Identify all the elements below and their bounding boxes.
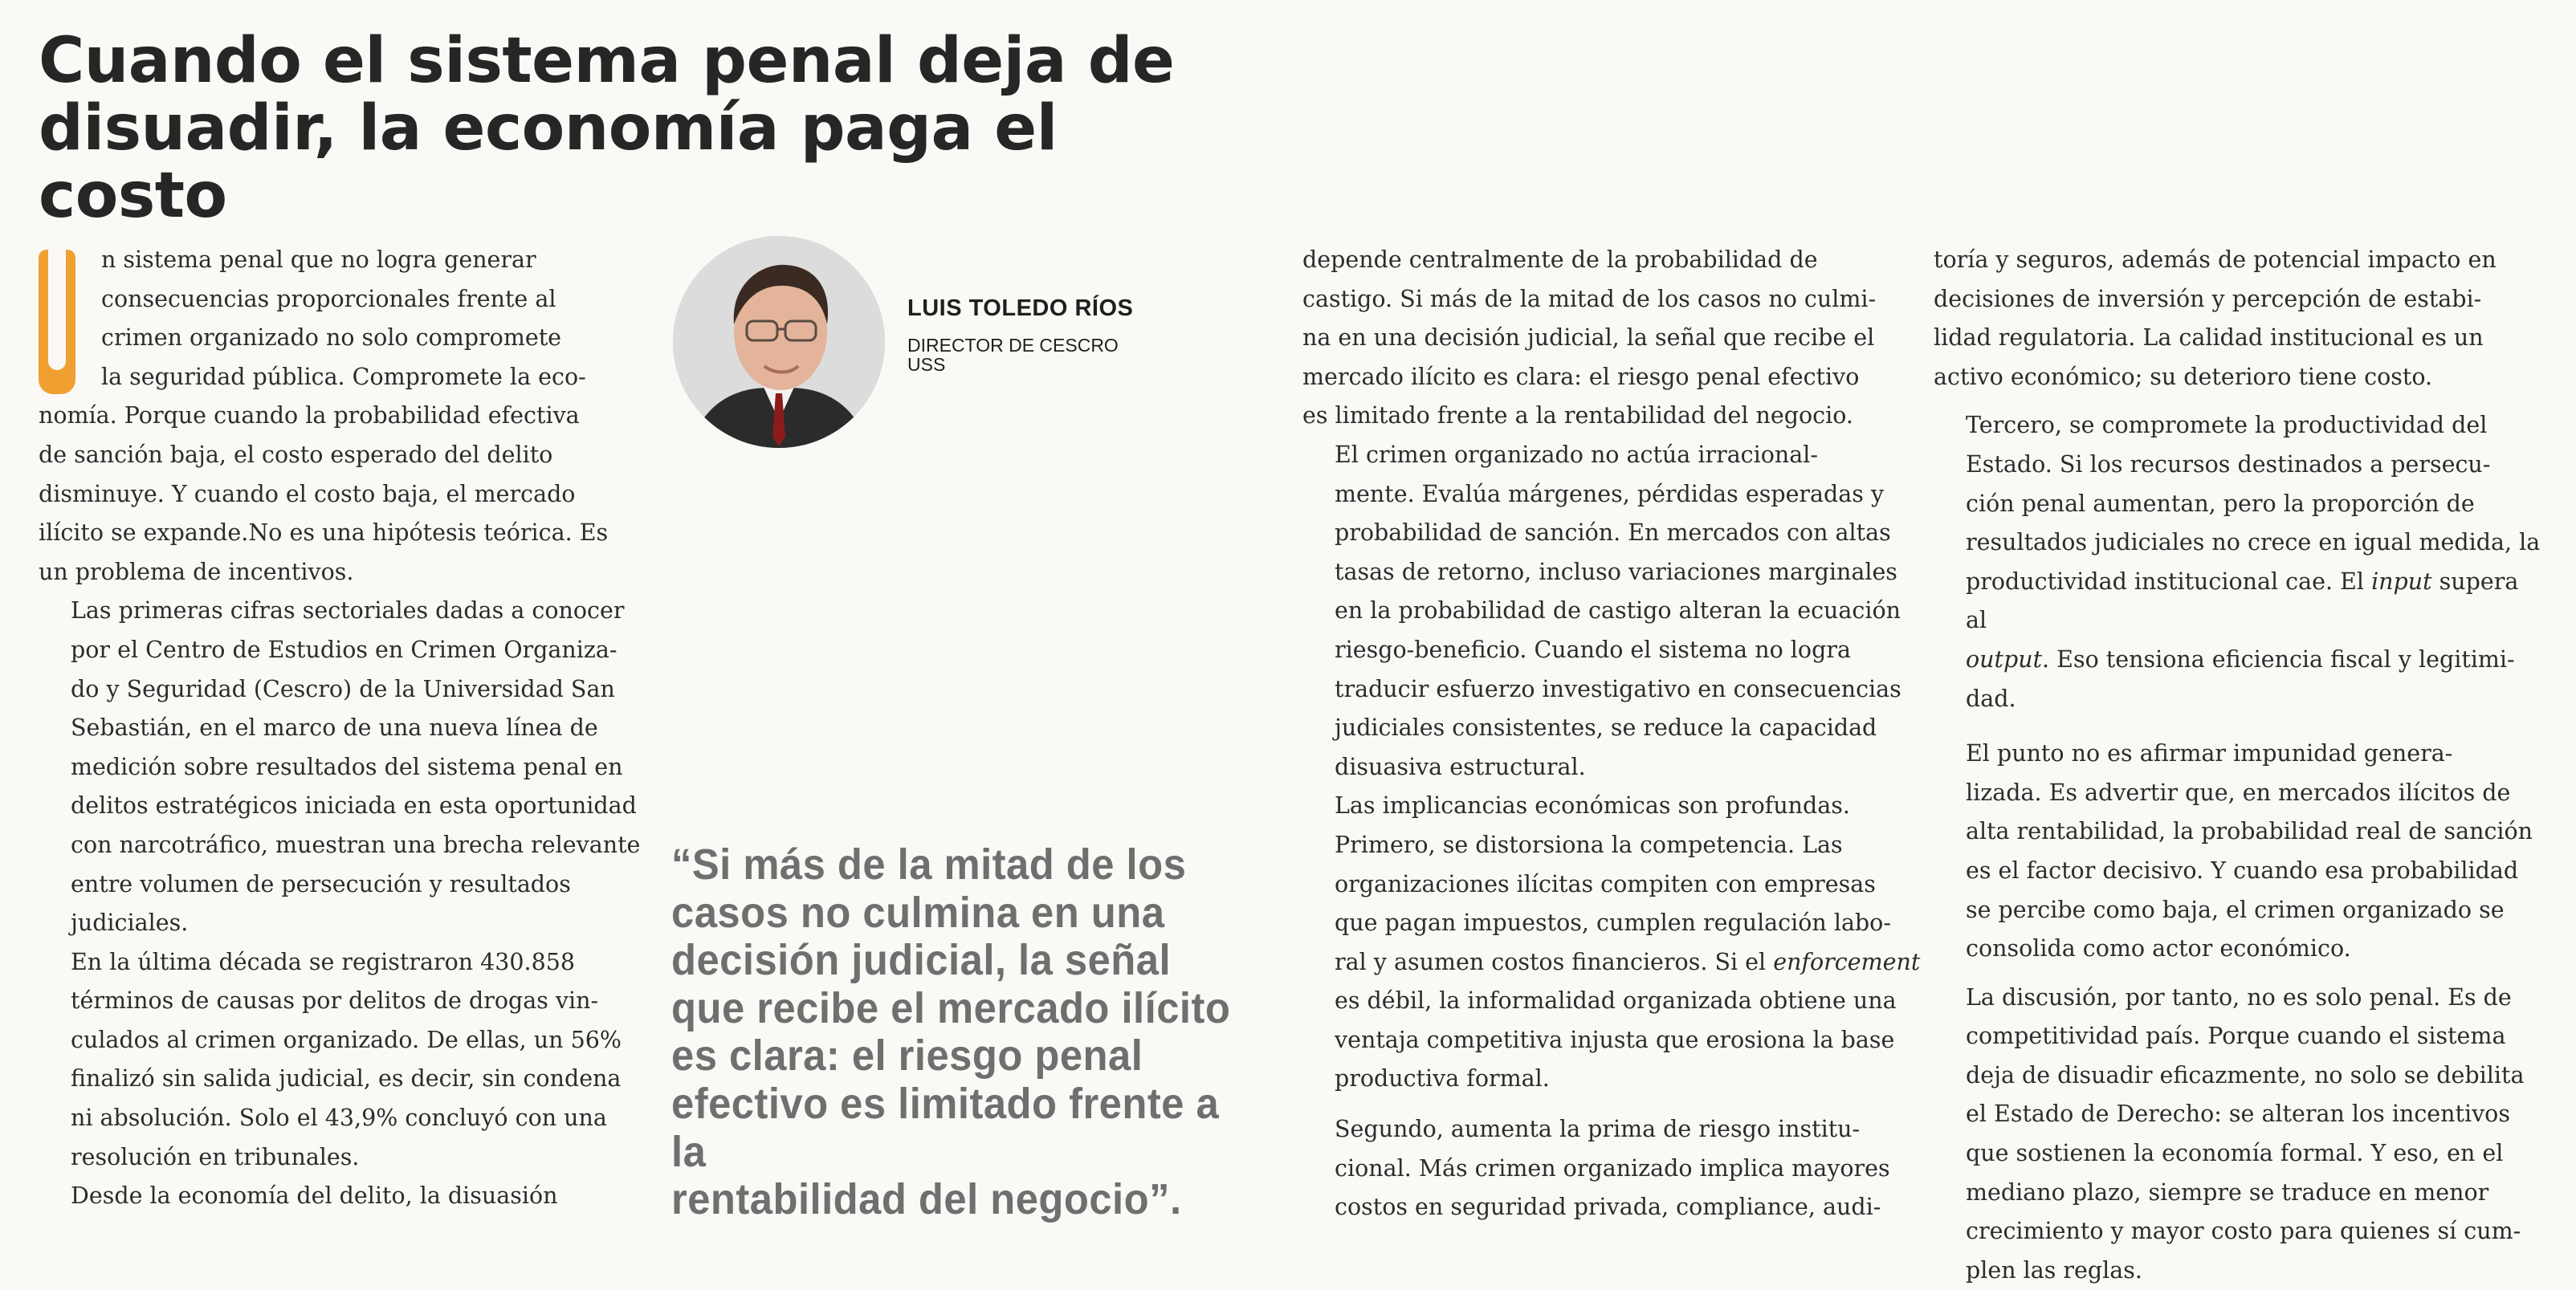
- paragraph-11-part-a: Tercero, se compromete la productividad del Estado. Si los recursos destinados a persecu- ción penal aumentan, pero la proporción de resultados judiciales no crece en igual medida, la productividad institucional cae. El: [1966, 412, 2541, 595]
- paragraph-8-part-a: Primero, se distorsiona la competencia. Las organizaciones ilícitas compiten con empresas que pagan impuestos, cumplen regulación labo- ral y asumen costos financieros. Si el: [1335, 831, 1891, 975]
- term-input: input: [2371, 568, 2432, 595]
- paragraph-4: Desde la economía del delito, la disuasión: [71, 1182, 558, 1210]
- paragraph-3: En la última década se registraron 430.858 términos de causas por delitos de drogas vin- culados al crimen organizado. De ellas, un 56% finalizó sin salida judicial, es decir, sin condena ni absolución. Solo el 43,9% concluyó con una resolución en tribunales.: [71, 948, 622, 1170]
- paragraph-1-lead: n sistema penal que no logra generar consecuencias proporcionales frente al crimen organizado no solo compromete la seguridad pública. Compromete la eco-: [101, 246, 586, 390]
- paragraph-13: La discusión, por tanto, no es solo penal. Es de competitividad país. Porque cuando el sistema deja de disuadir eficazmente, no solo se debilita el Estado de Derecho: se alteran los incentivos que sostienen la economía formal. Y eso, en el mediano plazo, siempre se traduce en menor crecimiento y mayor costo para quienes sí cum- plen las reglas.: [1966, 983, 2525, 1284]
- paragraph-1-rest: nomía. Porque cuando la probabilidad efectiva de sanción baja, el costo esperado del delito disminuye. Y cuando el costo baja, el mercado ilícito se expande.No es una hipótesis teórica. Es un problema de incentivos.: [39, 402, 609, 585]
- term-enforcement: enforcement: [1773, 948, 1921, 975]
- paragraph-5: depende centralmente de la probabilidad de castigo. Si más de la mitad de los casos no culmi- na en una decisión judicial, la señal que recibe el mercado ilícito es clara: el riesgo penal efectivo es limitado frente a la rentabilidad del negocio.: [1302, 246, 1877, 429]
- paragraph-2: Las primeras cifras sectoriales dadas a conocer por el Centro de Estudios en Crimen Organiza- do y Seguridad (Cescro) de la Universidad San Sebastián, en el marco de una nueva línea de medición sobre resultados del sistema penal en delitos estratégicos iniciada en esta oportunidad con narcotráfico, muestran una brecha relevante entre volumen de persecución y resultados judiciales.: [71, 597, 641, 937]
- author-photo: [673, 236, 885, 448]
- paragraph-11-part-c: . Eso tensiona eficiencia fiscal y legitimi- dad.: [1966, 645, 2515, 712]
- paragraph-11-part-b: supera al: [1966, 568, 2519, 634]
- paragraph-8: [1302, 826, 1921, 1099]
- author-role: DIRECTOR DE CESCRO USS: [907, 335, 1119, 375]
- headline: Cuando el sistema penal deja de disuadir, la economía paga el costo: [39, 25, 1175, 232]
- paragraph-7: Las implicancias económicas son profundas.: [1335, 792, 1850, 820]
- paragraph-11: [1934, 406, 2544, 718]
- column-3: [1302, 241, 1921, 1227]
- paragraph-8-part-b: es débil, la informalidad organizada obtiene una ventaja competitiva injusta que erosiona la base productiva formal.: [1335, 987, 1897, 1093]
- column-1: [39, 241, 649, 1216]
- author-name: LUIS TOLEDO RÍOS: [907, 295, 1134, 321]
- term-output: output: [1966, 645, 2043, 673]
- column-4: [1934, 241, 2544, 1290]
- author-portrait-image: [673, 236, 885, 448]
- paragraph-9: Segundo, aumenta la prima de riesgo institu- cional. Más crimen organizado implica mayores costos en seguridad privada, compliance, audi-: [1335, 1116, 1890, 1221]
- pull-quote: “Si más de la mitad de los casos no culmina en una decisión judicial, la señal que recibe el mercado ilícito es clara: el riesgo penal efectivo es limitado frente a la rentabilidad del negocio”.: [671, 840, 1231, 1224]
- paragraph-10: toría y seguros, además de potencial impacto en decisiones de inversión y percepción de estabi- lidad regulatoria. La calidad institucional es un activo económico; su deterioro tiene costo.: [1934, 246, 2497, 390]
- paragraph-12: El punto no es afirmar impunidad genera- lizada. Es advertir que, en mercados ilícitos de alta rentabilidad, la probabilidad real de sanción es el factor decisivo. Y cuando esa probabilidad se percibe como baja, el crimen organizado se consolida como actor económico.: [1966, 740, 2533, 962]
- paragraph-6: El crimen organizado no actúa irracional- mente. Evalúa márgenes, pérdidas esperadas y probabilidad de sanción. En mercados con altas tasas de retorno, incluso variaciones marginales en la probabilidad de castigo alteran la ecuación riesgo-beneficio. Cuando el sistema no logra traducir esfuerzo investigativo en consecuencias judiciales consistentes, se reduce la capacidad disuasiva estructural.: [1335, 441, 1901, 780]
